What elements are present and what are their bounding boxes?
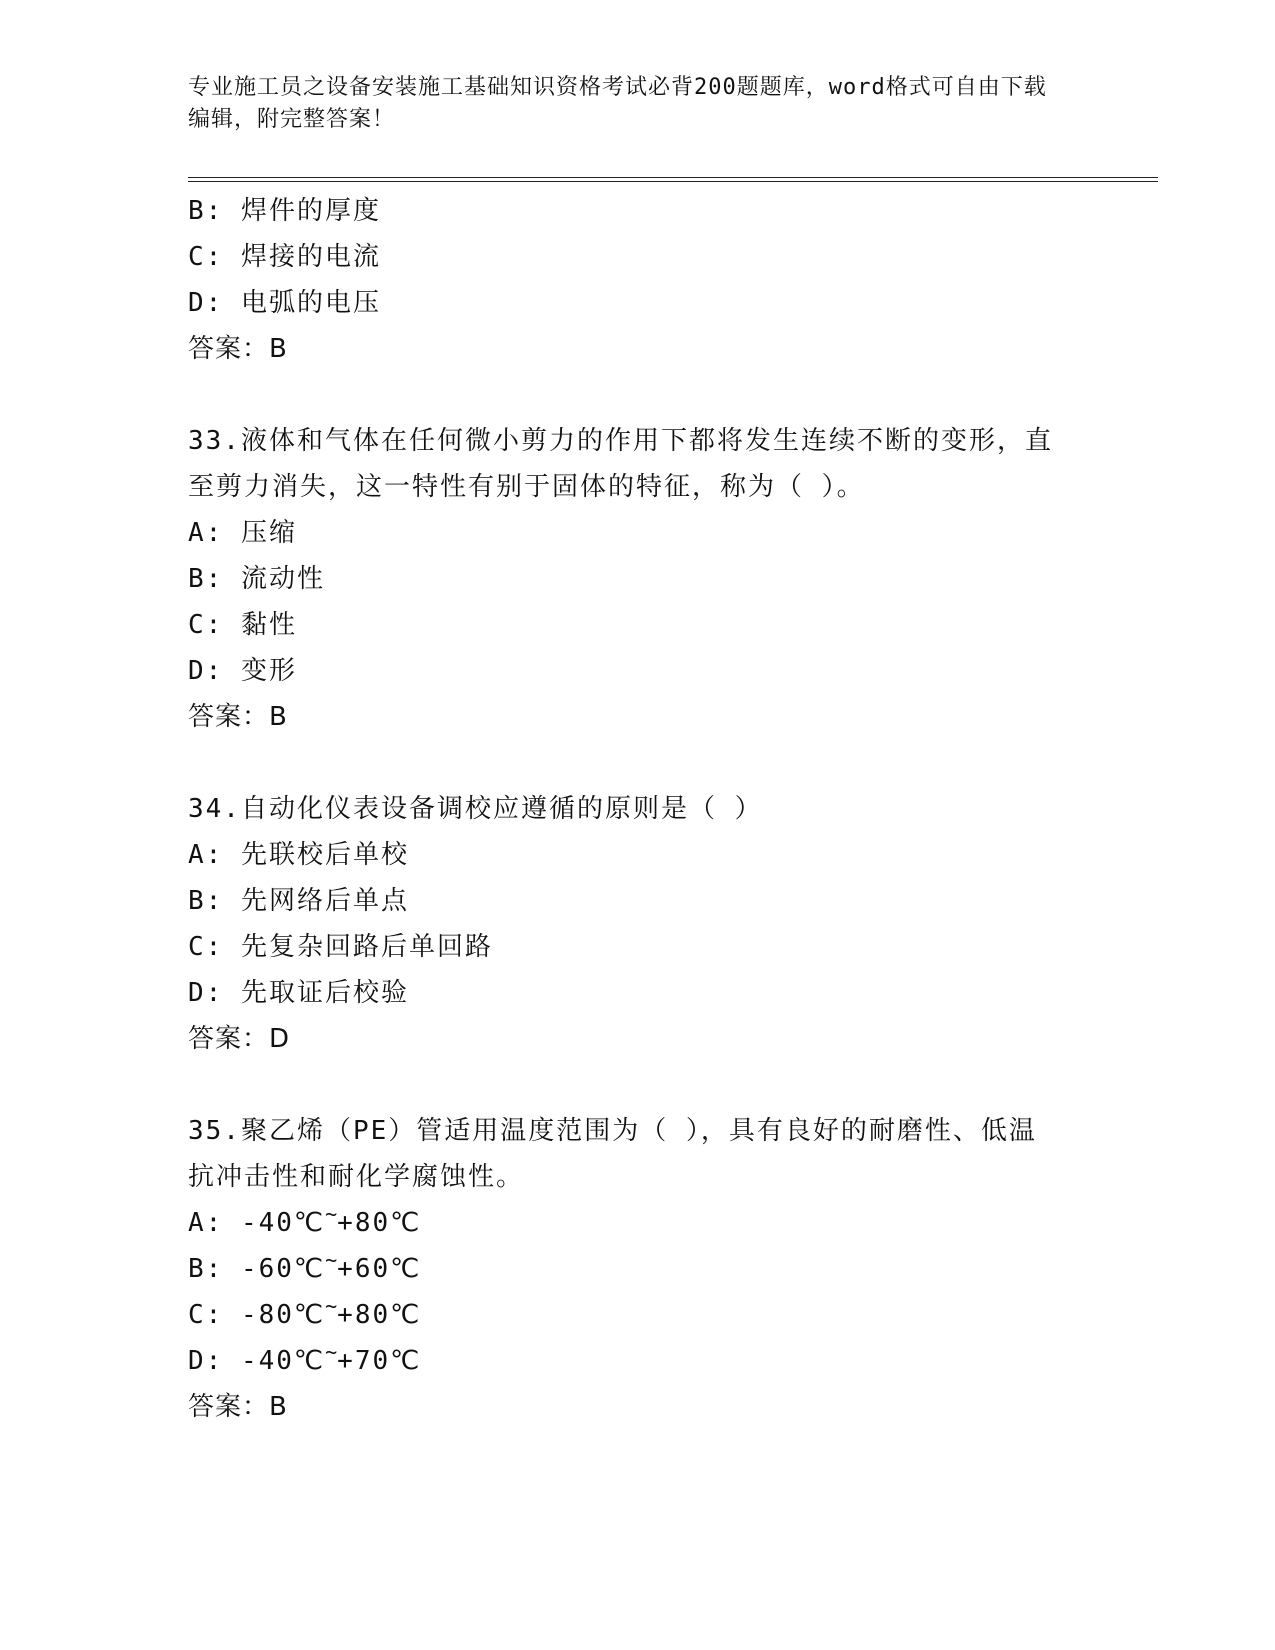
question-stem: 抗冲击性和耐化学腐蚀性。: [188, 1162, 525, 1192]
question-35: [188, 1108, 1088, 1430]
option-a-to: +80℃: [337, 1208, 422, 1238]
range-tilde: ~: [325, 1294, 338, 1318]
option-b-from: B: -60℃: [188, 1254, 326, 1284]
header-divider-top: [188, 177, 1158, 178]
option-b: [188, 1246, 1088, 1292]
option-a: [188, 1200, 1088, 1246]
option-d: D: 先取证后校验: [188, 978, 409, 1008]
answer-line: 答案：D: [188, 1024, 291, 1054]
option-b-to: +60℃: [337, 1254, 422, 1284]
option-a: A: 压缩: [188, 518, 297, 548]
question-stem: 33.液体和气体在任何微小剪力的作用下都将发生连续不断的变形，直: [188, 426, 1053, 456]
option-d: [188, 1338, 1088, 1384]
option-c: [188, 1292, 1088, 1338]
option-c-to: +80℃: [337, 1300, 422, 1330]
question-34: [188, 786, 1088, 1062]
option-c: C: 先复杂回路后单回路: [188, 932, 493, 962]
option-b: B: 先网络后单点: [188, 886, 409, 916]
answer-line: 答案：B: [188, 1392, 288, 1422]
question-stem: 35.聚乙烯（PE）管适用温度范围为（ ），具有良好的耐磨性、低温: [188, 1116, 1037, 1146]
option-d-to: +70℃: [337, 1346, 422, 1376]
option-c: C: 焊接的电流: [188, 242, 381, 272]
answer-line: 答案：B: [188, 702, 288, 732]
question-stem: 至剪力消失，这一特性有别于固体的特征，称为（ ）。: [188, 472, 865, 502]
header-divider-bottom: [188, 181, 1158, 182]
option-d: D: 变形: [188, 656, 297, 686]
range-tilde: ~: [325, 1202, 338, 1226]
answer-line: 答案：B: [188, 334, 288, 364]
option-d-from: D: -40℃: [188, 1346, 326, 1376]
range-tilde: ~: [325, 1248, 338, 1272]
document-body: [188, 188, 1088, 1430]
header-title: 专业施工员之设备安装施工基础知识资格考试必背200题题库，word格式可自由下载编辑，附完整答案！: [188, 75, 1047, 132]
question-32-continued: [188, 188, 1088, 372]
range-tilde: ~: [325, 1340, 338, 1364]
document-header: [188, 72, 1068, 136]
option-b: B: 焊件的厚度: [188, 196, 381, 226]
spacer: [188, 740, 1088, 786]
option-c: C: 黏性: [188, 610, 297, 640]
option-a: A: 先联校后单校: [188, 840, 409, 870]
option-d: D: 电弧的电压: [188, 288, 381, 318]
spacer: [188, 1062, 1088, 1108]
spacer: [188, 372, 1088, 418]
option-a-from: A: -40℃: [188, 1208, 326, 1238]
question-33: [188, 418, 1088, 740]
question-stem: 34.自动化仪表设备调校应遵循的原则是（ ）: [188, 794, 763, 824]
option-c-from: C: -80℃: [188, 1300, 326, 1330]
option-b: B: 流动性: [188, 564, 325, 594]
